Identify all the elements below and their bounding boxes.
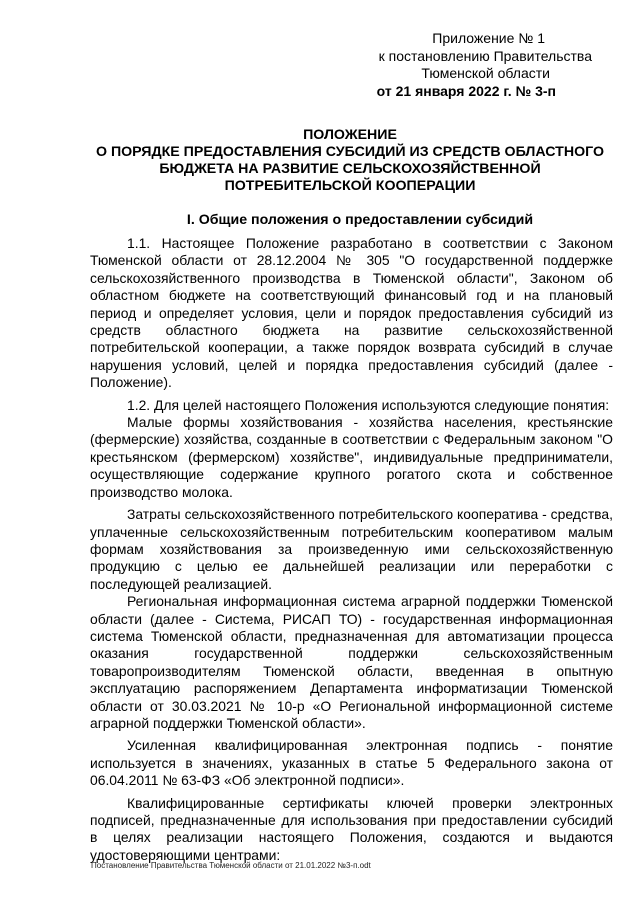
annex-date: от 21 января 2022 г. № 3-п xyxy=(376,82,556,99)
paragraph-certificates: Квалифицированные сертификаты ключей проверки электронных подписей, предназначенные для использования при предоставлении субсидий в целях реализации настоящего Положения, создаются и выдаются удостоверяющими центрами: xyxy=(90,794,613,863)
title-line-4: ПОТРЕБИТЕЛЬСКОЙ КООПЕРАЦИИ xyxy=(224,178,476,194)
section-heading: I. Общие положения о предоставлении субсидий xyxy=(186,212,534,228)
paragraph-risap: Региональная информационная система аграрной поддержки Тюменской области (далее - Система, РИСАП ТО) - государственная информационная система Тюменской области, предназначенная для автоматизации процесса оказания государственной поддержки сельскохозяйственным товаропроизводителям Тюменской области, введенная в опытную эксплуатацию распоряжением Департамента информатизации Тюменской области от 30.03.2021 № 10-р «О Региональной информационной системе аграрной поддержки Тюменской области». xyxy=(90,593,613,731)
document-title xyxy=(70,127,630,195)
paragraph-1-2: 1.2. Для целей настоящего Положения используются следующие понятия: xyxy=(127,396,610,413)
title-line-1: ПОЛОЖЕНИЕ xyxy=(303,127,397,143)
annex-number: Приложение № 1 xyxy=(432,30,545,46)
title-line-2: О ПОРЯДКЕ ПРЕДОСТАВЛЕНИЯ СУБСИДИЙ ИЗ СРЕДСТВ ОБЛАСТНОГО xyxy=(95,144,605,160)
document-body xyxy=(90,235,613,869)
annex-reference: к постановлению Правительства xyxy=(378,47,592,64)
paragraph-costs: Затраты сельскохозяйственного потребительского кооператива - средства, уплаченные сельскохозяйственным потребительским кооперативом малым формам хозяйствования за произведенную ими сельскохозяйственную продукцию с целью ее дальнейшей реализации или переработки с последующей реализацией. xyxy=(90,506,613,592)
title-line-3: БЮДЖЕТА НА РАЗВИТИЕ СЕЛЬСКОХОЗЯЙСТВЕННОЙ xyxy=(159,161,541,177)
annex-block xyxy=(292,30,592,100)
paragraph-small-forms: Малые формы хозяйствования - хозяйства населения, крестьянские (фермерские) хозяйства, созданные в соответствии с Федеральным законом "О крестьянском (фермерском) хозяйстве", индивидуальные предприниматели, осуществляющие содержание крупного рогатого скота и собственное производство молока. xyxy=(90,414,613,500)
annex-region: Тюменской области xyxy=(421,65,550,81)
page-footer: Постановление Правительства Тюменской области от 21.01.2022 №3-п.odt xyxy=(91,861,371,870)
paragraph-signature: Усиленная квалифицированная электронная подпись - понятие используется в значениях, указанных в статье 5 Федерального закона от 06.04.2011 № 63-ФЗ «Об электронной подписи». xyxy=(90,737,613,789)
paragraph-1-1: 1.1. Настоящее Положение разработано в соответствии с Законом Тюменской области от 28.12.2004 № 305 "О государственной поддержке сельскохозяйственного производства в Тюменской области", Законом об областном бюджете на соответствующий финансовый год и на плановый период и определяет условия, цели и порядок предоставления субсидий из средств областного бюджета на развитие сельскохозяйственной потребительской кооперации, а также порядок возврата субсидий в случае нарушения условий, целей и порядка предоставления субсидий (далее - Положение). xyxy=(90,235,613,391)
